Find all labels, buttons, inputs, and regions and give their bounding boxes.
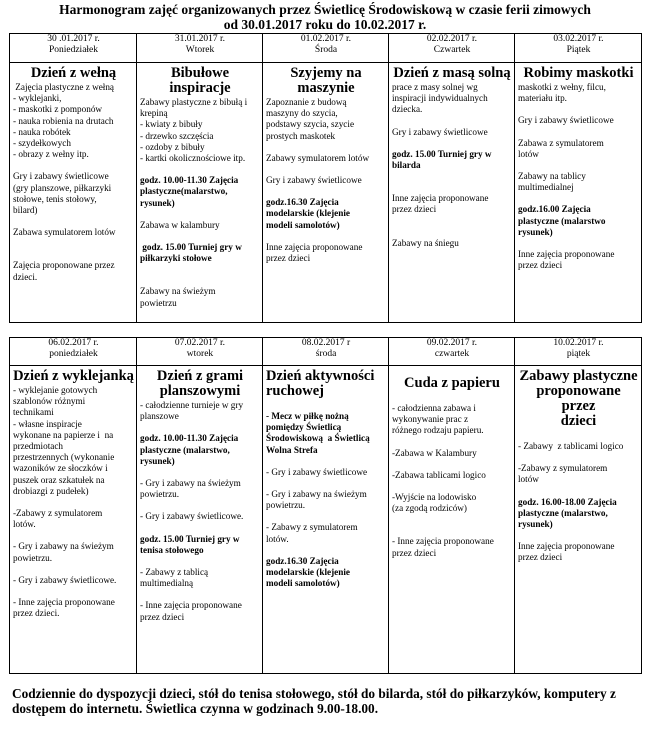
activity-line: -Zabawy z symulatorem	[13, 508, 103, 519]
activity-line: - maskotki z pomponów	[13, 104, 103, 115]
activity-line: krepiną	[140, 108, 168, 119]
day-theme-heading: Dzień z masą solną	[393, 65, 511, 81]
activity-line: piłkarzyki stołowe	[140, 253, 212, 264]
activity-line: godz.16.00 Zajęcia	[518, 204, 591, 215]
activity-line: przestrzennych (wykonanie	[13, 452, 115, 463]
activity-line: plastyczne (malarstwo,	[140, 444, 230, 455]
day-theme-heading: Szyjemy na	[290, 65, 362, 81]
activity-line: godz. 15.00 Turniej gry w	[392, 148, 492, 159]
activity-line: -Zabawa tablicami logico	[392, 469, 486, 480]
activity-line: - Zabawy z tablicą	[140, 567, 209, 578]
day-activities-cell	[137, 63, 263, 323]
activity-line: modeli samolotów)	[266, 219, 340, 230]
day-activities-cell	[515, 63, 642, 323]
activity-line: plastyczne(malarstwo,	[140, 186, 228, 197]
activity-line: godz. 10.00-11.30 Zajęcia	[140, 175, 239, 186]
activity-line: przez dzieci	[392, 547, 437, 558]
activity-line: modelarskie (klejenie	[266, 567, 350, 578]
activity-line: - kwiaty z bibuły	[140, 119, 203, 130]
day-activities-cell	[515, 366, 642, 674]
activities-row	[10, 63, 642, 323]
activity-line: - Mecz w piłkę nożną	[266, 411, 349, 421]
activity-line: Zabawy na tablicy	[518, 171, 586, 182]
day-date: 01.02.2017 r.	[300, 34, 352, 44]
day-activities-cell	[263, 63, 389, 323]
activity-line: szablonów różnymi	[13, 396, 86, 407]
activity-line: Inne zajęcia proponowane	[266, 241, 363, 252]
day-name: Wtorek	[185, 45, 215, 55]
activity-line: - obrazy z wełny itp.	[13, 149, 89, 160]
footer-line-1: Codziennie do dyspozycji dzieci, stół do tenisa stołowego, stół do bilarda, stół do piłkarzyków, komputery z	[12, 686, 616, 701]
day-name: Czwartek	[433, 45, 471, 55]
day-theme-heading: ruchowej	[266, 383, 324, 399]
activity-line: -Zabawy z symulatorem	[518, 463, 608, 474]
activity-line: przez dzieci	[392, 204, 437, 215]
activity-line: (za zgodą rodziców)	[392, 503, 467, 514]
activity-line: inspiracji indywidualnych	[392, 93, 488, 104]
activity-line: - Gry i zabawy na świeżym	[140, 478, 241, 489]
activity-line: Zajęcia proponowane przez	[13, 260, 115, 271]
activity-line: - nauka robótek	[13, 126, 71, 137]
activity-line: materiału itp.	[518, 93, 567, 104]
activity-line: tenisa stołowego	[140, 544, 204, 555]
activity-line: przez dzieci	[518, 552, 563, 563]
day-activities-cell	[137, 366, 263, 674]
activity-line: godz. 15.00 Turniej gry w	[140, 533, 240, 544]
activity-line: - nauka robienia na drutach	[13, 115, 114, 126]
activity-line: multimedialnej	[518, 182, 574, 193]
activity-line: - ozdoby z bibuły	[140, 141, 205, 152]
activity-line: - drzewko szczęścia	[140, 130, 214, 141]
activity-line: Zabawy symulatorem lotów	[266, 152, 370, 163]
activity-line: pomiędzy Świetlicą	[266, 422, 342, 433]
activity-line: - Gry i zabawy świetlicowe.	[13, 574, 117, 585]
activity-line: Inne zajęcia proponowane	[518, 541, 615, 552]
activity-line: przez dzieci	[140, 611, 185, 622]
activity-line: Zabawa symulatorem lotów	[13, 227, 116, 238]
activity-line: -Wyjście na lodowisko	[392, 492, 477, 503]
day-theme-heading: Dzień aktywności	[266, 368, 375, 384]
activity-line: podstawy szycia, szycie	[266, 119, 355, 130]
activity-line: - wyklejanki,	[13, 93, 62, 104]
activity-line: (gry planszowe, piłkarzyki	[13, 182, 112, 193]
activity-line: godz.16.30 Zajęcia	[266, 555, 339, 566]
activity-line: planszowe	[140, 411, 179, 422]
activity-line: godz. 10.00-11.30 Zajęcia	[140, 433, 239, 444]
activity-line: modeli samolotów)	[266, 578, 340, 589]
header-row	[10, 34, 642, 63]
activity-line: plastyczne (malarstwo,	[518, 507, 608, 518]
activity-line: Wolna Strefa	[266, 444, 318, 455]
day-theme-heading: Dzień z wełną	[30, 65, 117, 81]
day-header	[137, 338, 263, 366]
activity-line: Inne zajęcia proponowane	[518, 249, 615, 260]
activity-line: różnego rodzaju papieru.	[392, 425, 484, 436]
activity-line: lotów.	[266, 533, 289, 544]
title-line-1: Harmonogram zajęć organizowanych przez Świetlicę Środowiskową w czasie ferii zimowych	[59, 2, 591, 17]
activity-line: bilard)	[13, 205, 38, 216]
day-activities-cell	[389, 366, 515, 674]
activity-line: wykonywanie prac z	[392, 414, 469, 425]
day-name: czwartek	[434, 349, 470, 359]
activity-line: - kartki okolicznościowe itp.	[140, 153, 246, 164]
activity-line: lotów.	[13, 519, 36, 530]
activity-line: lotów	[518, 474, 539, 485]
day-theme-heading: planszowymi	[159, 383, 241, 399]
day-header	[515, 338, 642, 366]
activity-line: przez dzieci.	[13, 608, 60, 619]
activity-line: drobiazgi z pudełek)	[13, 485, 89, 496]
activity-line: - wyklejanie gotowych	[13, 385, 98, 395]
day-date: 09.02.2017 r.	[426, 338, 478, 348]
activity-line: wykonane na papierze i na	[13, 429, 114, 440]
day-name: wtorek	[186, 349, 214, 359]
footer-note	[12, 686, 642, 716]
day-theme-heading: dzieci	[560, 413, 597, 429]
activity-line: puszek oraz szkatułek na	[13, 474, 105, 485]
day-name: piątek	[566, 349, 591, 359]
day-header	[389, 34, 515, 63]
activity-line: powietrzu.	[266, 500, 306, 511]
activity-line: multimedialną	[140, 578, 194, 589]
day-header	[515, 34, 642, 63]
activity-line: Zabawy na śniegu	[392, 237, 459, 248]
activity-line: Zajęcia plastyczne z wełną	[13, 82, 115, 92]
activity-line: - Zabawy z symulatorem	[266, 522, 358, 533]
activity-line: powietrzu.	[140, 489, 180, 500]
activity-line: lotów	[518, 148, 539, 159]
activity-line: Gry i zabawy świetlicowe	[518, 115, 614, 126]
day-header	[10, 338, 137, 366]
activity-line: plastyczne (malarstwo	[518, 215, 606, 226]
footer-line-2: dostępem do internetu. Świetlica czynna w godzinach 9.00-18.00.	[12, 701, 379, 716]
activity-line: przez dzieci	[266, 253, 311, 264]
activity-line: - Inne zajęcia proponowane	[13, 597, 115, 608]
activity-line: dzieci.	[13, 271, 38, 282]
day-header	[263, 34, 389, 63]
activity-line: Gry i zabawy świetlicowe	[13, 171, 109, 182]
header-row	[10, 338, 642, 366]
activity-line: - Gry i zabawy świetlicowe.	[140, 511, 244, 522]
activity-line: -Zabawa w Kalambury	[392, 447, 477, 458]
activity-line: - całodzienne turnieje w gry	[140, 400, 244, 410]
day-header	[137, 34, 263, 63]
day-theme-heading: Bibułowe inspiracje	[169, 65, 231, 96]
activity-line: przez dzieci	[518, 260, 563, 271]
activity-line: dziecka.	[392, 104, 423, 115]
day-theme-heading: Cuda z papieru	[404, 375, 500, 391]
day-name: Poniedziałek	[48, 45, 99, 55]
day-name: Środa	[314, 45, 338, 55]
activity-line: rysunek)	[140, 455, 175, 466]
activity-line: - Inne zajęcia proponowane	[392, 536, 494, 547]
day-date: 08.02.2017 r	[301, 338, 351, 348]
activity-line: Gry i zabawy świetlicowe	[392, 126, 488, 137]
day-date: 03.02.2017 r.	[553, 34, 604, 44]
day-date: 07.02.2017 r.	[174, 338, 226, 348]
activity-line: prostych maskotek	[266, 130, 336, 141]
activity-line: przedmiotach	[13, 441, 63, 452]
activity-line: modelarskie (klejenie	[266, 208, 350, 219]
activity-line: - szydełkowych	[13, 138, 71, 149]
activity-line: stołowe, tenis stołowy,	[13, 193, 97, 204]
activity-line: - całodzienna zabawa i	[392, 403, 476, 413]
activity-line: Gry i zabawy świetlicowe	[266, 175, 362, 186]
day-theme-heading: proponowane przez	[536, 383, 621, 414]
activity-line: Zapoznanie z budową	[266, 97, 347, 107]
day-name: środa	[315, 349, 337, 359]
activity-line: bilarda	[392, 160, 421, 171]
day-theme-heading: Zabawy plastyczne	[519, 368, 638, 384]
day-theme-heading: Dzień z wyklejanką	[13, 368, 134, 384]
activity-line: rysunek)	[518, 226, 553, 237]
activity-line: Zabawa w kalambury	[140, 219, 220, 230]
activity-line: - Gry i zabawy na świeżym	[266, 489, 367, 500]
schedule-table-week-1	[9, 33, 642, 323]
title-line-2: od 30.01.2017 roku do 10.02.2017 r.	[223, 17, 427, 32]
activity-line: rysunek)	[518, 519, 553, 530]
activity-line: rysunek)	[140, 197, 175, 208]
activity-line: Zabawa z symulatorem	[518, 137, 604, 148]
activity-line: Zabawy plastyczne z bibułą i	[140, 97, 248, 107]
day-date: 10.02.2017 r.	[553, 338, 604, 348]
activity-line: - Zabawy z tablicami logico	[518, 441, 624, 451]
schedule-table-week-2	[9, 337, 642, 674]
activity-line: prace z masy solnej wg	[392, 82, 478, 92]
day-name: poniedziałek	[49, 349, 98, 359]
day-theme-heading: maszynie	[297, 80, 355, 96]
day-theme-heading: Robimy maskotki	[523, 65, 634, 81]
activity-line: - Gry i zabawy na świeżym	[13, 541, 114, 552]
activity-line: maskotki z wełny, filcu,	[518, 82, 606, 92]
day-header	[10, 34, 137, 63]
activity-line: Zabawy na świeżym	[140, 286, 216, 297]
day-date: 06.02.2017 r.	[48, 338, 99, 348]
day-date: 02.02.2017 r.	[426, 34, 478, 44]
day-activities-cell	[389, 63, 515, 323]
activity-line: wazoników ze słoczków i	[13, 463, 108, 474]
activity-line: - własne inspiracje	[13, 418, 82, 429]
activities-row	[10, 366, 642, 674]
day-header	[263, 338, 389, 366]
activity-line: maszyny do szycia,	[266, 108, 338, 119]
activity-line: - Inne zajęcia proponowane	[140, 600, 242, 611]
activity-line: godz. 15.00 Turniej gry w	[140, 242, 242, 253]
day-date: 31.01.2017 r.	[174, 34, 226, 44]
document-title	[0, 2, 650, 32]
day-activities-cell	[263, 366, 389, 674]
day-activities-cell	[10, 366, 137, 674]
activity-line: powietrzu.	[13, 552, 53, 563]
day-activities-cell	[10, 63, 137, 323]
day-date: 30 .01.2017 r.	[47, 34, 100, 44]
day-header	[389, 338, 515, 366]
activity-line: godz.16.30 Zajęcia	[266, 197, 339, 208]
day-theme-heading: Dzień z grami	[156, 368, 244, 384]
activity-line: godz. 16.00-18.00 Zajęcia	[518, 496, 617, 507]
activity-line: technikami	[13, 407, 54, 418]
activity-line: powietrzu	[140, 297, 177, 308]
activity-line: - Gry i zabawy świetlicowe	[266, 466, 368, 477]
activity-line: Inne zajęcia proponowane	[392, 193, 489, 204]
day-name: Piątek	[566, 45, 591, 55]
activity-line: Środowiskową a Świetlicą	[266, 433, 370, 444]
